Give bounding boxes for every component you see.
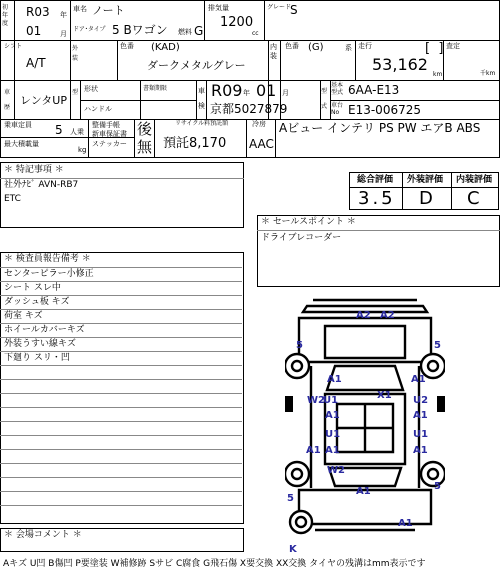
damage-mark: U2 xyxy=(413,395,429,406)
displacement: 1200 xyxy=(220,15,254,30)
year-unit: 年 xyxy=(60,11,67,19)
cooling: AAC xyxy=(249,137,274,151)
damage-mark: A1 xyxy=(411,374,426,385)
max-load-label: 最大積載量 xyxy=(4,140,39,148)
inspector-note-item: 荷室 キズ xyxy=(4,311,43,321)
special-note-item: 社外ﾅﾋﾞ AVN-RB7 xyxy=(4,180,79,190)
damage-mark: 5 xyxy=(434,340,441,351)
damage-mark: 5 xyxy=(287,493,294,504)
first-reg-month: 01 xyxy=(26,24,42,38)
grade-label: グレード xyxy=(267,4,292,11)
first-reg-year: R03 xyxy=(26,5,50,19)
inspector-note-item: センターピラー小修正 xyxy=(4,269,94,279)
assessment-label: 査定 xyxy=(446,42,460,50)
damage-mark: A1 xyxy=(398,518,413,529)
recycle-label: リサイクル料預託額 xyxy=(175,120,229,127)
inspection-month: 01 xyxy=(256,81,277,100)
recycle-fee: 預託8,170 xyxy=(163,136,227,151)
capacity-label: 乗車定員 xyxy=(4,121,32,129)
base-model-label: 基本型式 xyxy=(331,82,344,96)
inspector-note-item: ホイールカバーキズ xyxy=(4,325,85,335)
shift: A/T xyxy=(26,56,46,70)
km-unit: km xyxy=(433,71,443,78)
fuel: G xyxy=(194,24,204,38)
chassis-label: 車台No xyxy=(331,102,344,116)
damage-legend: Aキズ U凹 B傷凹 P要塗装 W補修跡 Sサビ C腐食 G飛石傷 X要交換 XX交換 タイヤの残溝はmm表示です xyxy=(3,559,426,569)
persons-unit: 人乗 xyxy=(70,128,84,136)
damage-mark: X1 xyxy=(377,390,392,401)
displacement-label: 排気量 xyxy=(208,4,229,12)
thousand-km-unit: 千km xyxy=(480,70,496,77)
inspection-year-unit: 年 xyxy=(243,89,250,97)
damage-mark: A1 xyxy=(325,445,340,456)
first-reg-label: 初年度 xyxy=(2,4,9,27)
damage-mark: A1 xyxy=(413,410,428,421)
cooling-label: 冷房 xyxy=(252,120,266,128)
total-score: 3.5 xyxy=(358,188,396,209)
exterior-score-label: 外装評価 xyxy=(407,175,444,185)
interior-score: C xyxy=(467,188,480,209)
handle-label: ハンドル xyxy=(84,105,112,113)
damage-mark: A1 xyxy=(327,374,342,385)
fuel-label: 燃料 xyxy=(178,28,192,36)
interior-score-label: 内装評価 xyxy=(456,175,493,185)
door-type-label: ドア･タイプ xyxy=(73,26,106,33)
inspector-note-item: 下廻り スリ・凹 xyxy=(4,353,70,363)
damage-mark: A2 xyxy=(380,310,395,321)
cc-unit: cc xyxy=(252,30,259,37)
kg-unit: kg xyxy=(78,146,87,154)
capacity: 5 xyxy=(55,123,63,137)
venue-comment-title: ＊ 会場コメント ＊ xyxy=(4,530,82,540)
interior-color-code: (G) xyxy=(308,42,324,53)
damage-mark: U1 xyxy=(325,429,341,440)
sales-points-title: ＊ セールスポイント ＊ xyxy=(261,217,356,227)
damage-mark: K xyxy=(289,544,297,555)
damage-mark: A1 xyxy=(413,445,428,456)
damage-mark: W2 xyxy=(327,465,345,476)
color-code: (KAD) xyxy=(151,42,180,53)
special-note-item: ETC xyxy=(4,194,21,204)
doc-deadline-label: 書類期限 xyxy=(143,85,168,92)
inspection-year: R09 xyxy=(211,81,243,100)
inspector-note-item: シート スレ中 xyxy=(4,283,61,293)
mileage-label: 走行 xyxy=(358,42,372,50)
base-model: 6AA-E13 xyxy=(348,83,400,97)
damage-mark: U1 xyxy=(323,395,339,406)
interior-label: 内装 xyxy=(270,43,277,60)
damage-mark: W2 xyxy=(307,395,325,406)
inspection-label: 車検 xyxy=(198,87,205,110)
sales-point-item: ドライブレコーダー xyxy=(261,233,342,243)
car-history-label: 車歴 xyxy=(4,89,11,111)
inspector-note-item: 外装うすい線キズ xyxy=(4,339,76,349)
damage-mark: 5 xyxy=(296,340,303,351)
inspection-month-unit: 月 xyxy=(282,89,289,97)
interior-color-label: 色番 xyxy=(285,42,299,50)
month-unit: 月 xyxy=(60,30,67,38)
grade: S xyxy=(290,3,298,17)
kei-label-2: 型式 xyxy=(321,88,328,110)
color-label: 色番 xyxy=(120,42,134,50)
damage-mark: A1 xyxy=(306,445,321,456)
license-plate: 京都5027879 xyxy=(210,102,288,116)
car-history: レンタUP xyxy=(20,94,67,107)
shape-label: 形状 xyxy=(84,85,98,93)
mileage: 53,162 xyxy=(372,55,428,74)
chassis-number: E13-006725 xyxy=(348,103,421,117)
equipment: Aビュー インテリ PS PW エアB ABS xyxy=(279,121,481,135)
rear-mark: 後 xyxy=(137,120,153,138)
car-name-label: 車名 xyxy=(73,5,87,13)
damage-mark: A1 xyxy=(325,410,340,421)
inspector-note-item: ダッシュ板 キズ xyxy=(4,297,70,307)
warranty-label: 新車保証書 xyxy=(92,130,127,138)
exterior-label: 外装 xyxy=(72,45,79,62)
damage-mark: A2 xyxy=(356,310,371,321)
kata-label: 型 xyxy=(72,89,79,96)
mileage-bracket: [ ] xyxy=(425,41,444,56)
shift-label: シフト xyxy=(4,43,23,50)
exterior-score: D xyxy=(419,188,433,209)
damage-mark: 5 xyxy=(434,481,441,492)
color-name: ダークメタルグレー xyxy=(147,59,246,72)
total-score-label: 総合評価 xyxy=(357,175,394,185)
door-type: 5 Bワゴン xyxy=(112,23,168,37)
kei-label: 系 xyxy=(345,44,352,52)
car-name: ノート xyxy=(92,4,125,17)
sticker-label: ステッカー xyxy=(92,140,127,148)
sticker-mark: 無 xyxy=(137,138,153,156)
special-notes-title: ＊ 特記事項 ＊ xyxy=(4,165,64,175)
maintenance-label: 整備手帳 xyxy=(92,121,120,129)
damage-mark: U1 xyxy=(413,429,429,440)
inspector-notes-title: ＊ 検査員報告備考 ＊ xyxy=(4,254,91,264)
damage-mark: A1 xyxy=(356,486,371,497)
